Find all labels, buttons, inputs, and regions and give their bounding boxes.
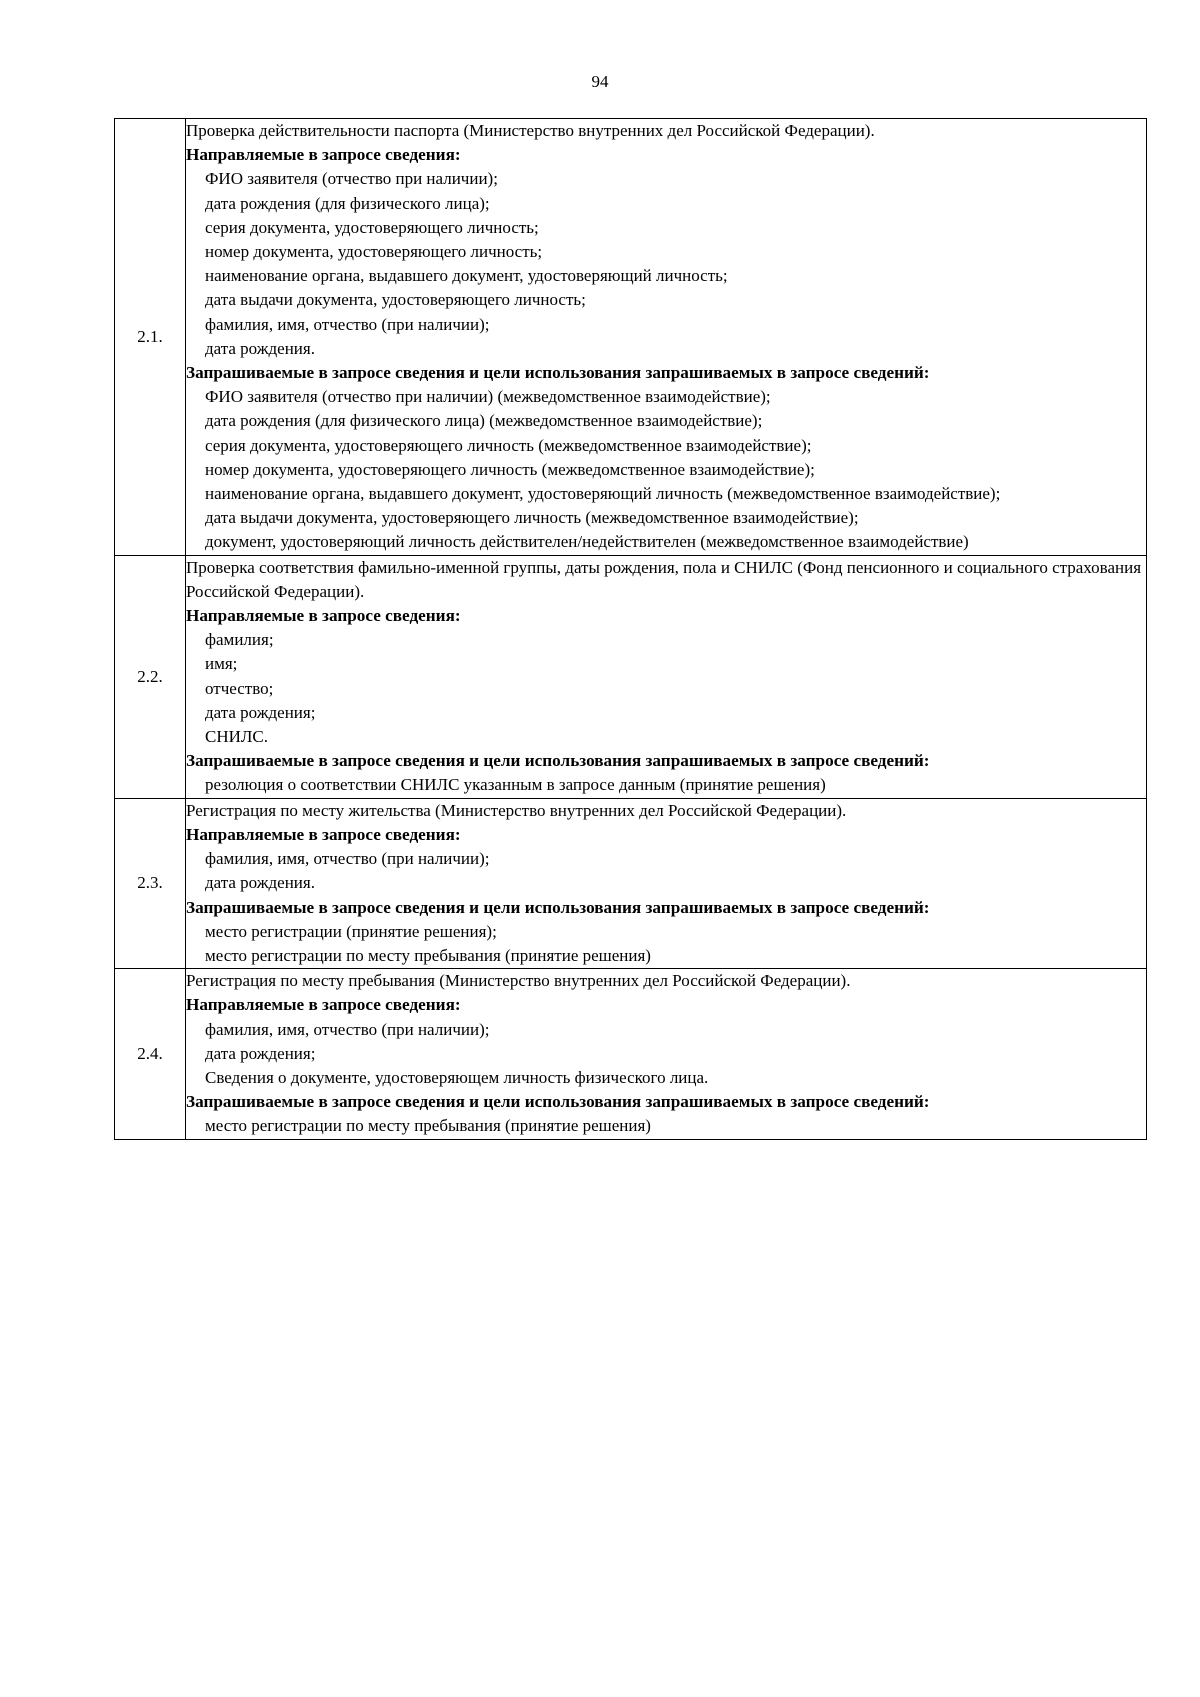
- list-item: номер документа, удостоверяющего личность (межведомственное взаимодействие);: [205, 459, 815, 479]
- list-item: место регистрации (принятие решения);: [205, 921, 497, 941]
- sent-heading: Направляемые в запросе сведения:: [186, 145, 461, 165]
- table-row: [115, 969, 1147, 1139]
- list-item: СНИЛС.: [205, 727, 269, 747]
- list-item: фамилия;: [205, 630, 274, 650]
- list-item: фамилия, имя, отчество (при наличии);: [205, 1019, 490, 1039]
- list-item: ФИО заявителя (отчество при наличии) (межведомственное взаимодействие);: [205, 387, 771, 407]
- table-row: [115, 555, 1147, 798]
- list-item: дата рождения (для физического лица);: [205, 193, 490, 213]
- sent-heading: Направляемые в запросе сведения:: [186, 606, 461, 626]
- list-item: имя;: [205, 654, 238, 674]
- row-title: Проверка действительности паспорта (Министерство внутренних дел Российской Федерации).: [186, 121, 875, 140]
- list-item: дата выдачи документа, удостоверяющего личность (межведомственное взаимодействие);: [205, 508, 859, 528]
- row-content: [186, 798, 1147, 968]
- list-item: место регистрации по месту пребывания (принятие решения): [205, 1116, 651, 1136]
- list-item: серия документа, удостоверяющего личность;: [205, 217, 539, 237]
- row-content: [186, 119, 1147, 556]
- list-item: Сведения о документе, удостоверяющем личность физического лица.: [205, 1067, 709, 1087]
- list-item: номер документа, удостоверяющего личность;: [205, 242, 543, 262]
- row-content: [186, 969, 1147, 1139]
- list-item: наименование органа, выдавшего документ, удостоверяющий личность;: [205, 266, 728, 286]
- list-item: дата рождения.: [205, 338, 315, 358]
- services-table: [114, 118, 1147, 1140]
- row-number: 2.1.: [115, 119, 186, 556]
- page-number: 94: [591, 72, 609, 91]
- list-item: отчество;: [205, 678, 274, 698]
- table-row: [115, 798, 1147, 968]
- list-item: место регистрации по месту пребывания (принятие решения): [205, 945, 651, 965]
- sent-heading: Направляемые в запросе сведения:: [186, 824, 461, 844]
- list-item: фамилия, имя, отчество (при наличии);: [205, 314, 490, 334]
- requested-heading: Запрашиваемые в запросе сведения и цели использования запрашиваемых в запросе сведений:: [186, 363, 930, 383]
- row-content: [186, 555, 1147, 798]
- list-item: документ, удостоверяющий личность действителен/недействителен (межведомственное взаимодействие): [205, 532, 969, 552]
- list-item: дата рождения;: [205, 1043, 316, 1063]
- list-item: дата выдачи документа, удостоверяющего личность;: [205, 290, 586, 310]
- requested-heading: Запрашиваемые в запросе сведения и цели использования запрашиваемых в запросе сведений:: [186, 751, 930, 771]
- list-item: серия документа, удостоверяющего личность (межведомственное взаимодействие);: [205, 435, 812, 455]
- list-item: дата рождения.: [205, 873, 315, 893]
- row-number: 2.4.: [115, 969, 186, 1139]
- row-number: 2.3.: [115, 798, 186, 968]
- table-row: [115, 119, 1147, 556]
- list-item: ФИО заявителя (отчество при наличии);: [205, 169, 498, 189]
- list-item: резолюция о соответствии СНИЛС указанным в запросе данным (принятие решения): [205, 775, 826, 795]
- list-item: наименование органа, выдавшего документ, удостоверяющий личность (межведомственное взаимодействие);: [205, 484, 1001, 504]
- sent-heading: Направляемые в запросе сведения:: [186, 995, 461, 1015]
- row-title: Регистрация по месту пребывания (Министерство внутренних дел Российской Федерации).: [186, 971, 851, 991]
- row-title: Проверка соответствия фамильно-именной группы, даты рождения, пола и СНИЛС (Фонд пенсионного и социального страхования Российской Федерации).: [186, 557, 1142, 601]
- list-item: дата рождения (для физического лица) (межведомственное взаимодействие);: [205, 411, 763, 431]
- requested-heading: Запрашиваемые в запросе сведения и цели использования запрашиваемых в запросе сведений:: [186, 1092, 930, 1112]
- list-item: дата рождения;: [205, 702, 316, 722]
- row-number: 2.2.: [115, 555, 186, 798]
- row-title: Регистрация по месту жительства (Министерство внутренних дел Российской Федерации).: [186, 800, 847, 820]
- requested-heading: Запрашиваемые в запросе сведения и цели использования запрашиваемых в запросе сведений:: [186, 897, 930, 917]
- list-item: фамилия, имя, отчество (при наличии);: [205, 849, 490, 869]
